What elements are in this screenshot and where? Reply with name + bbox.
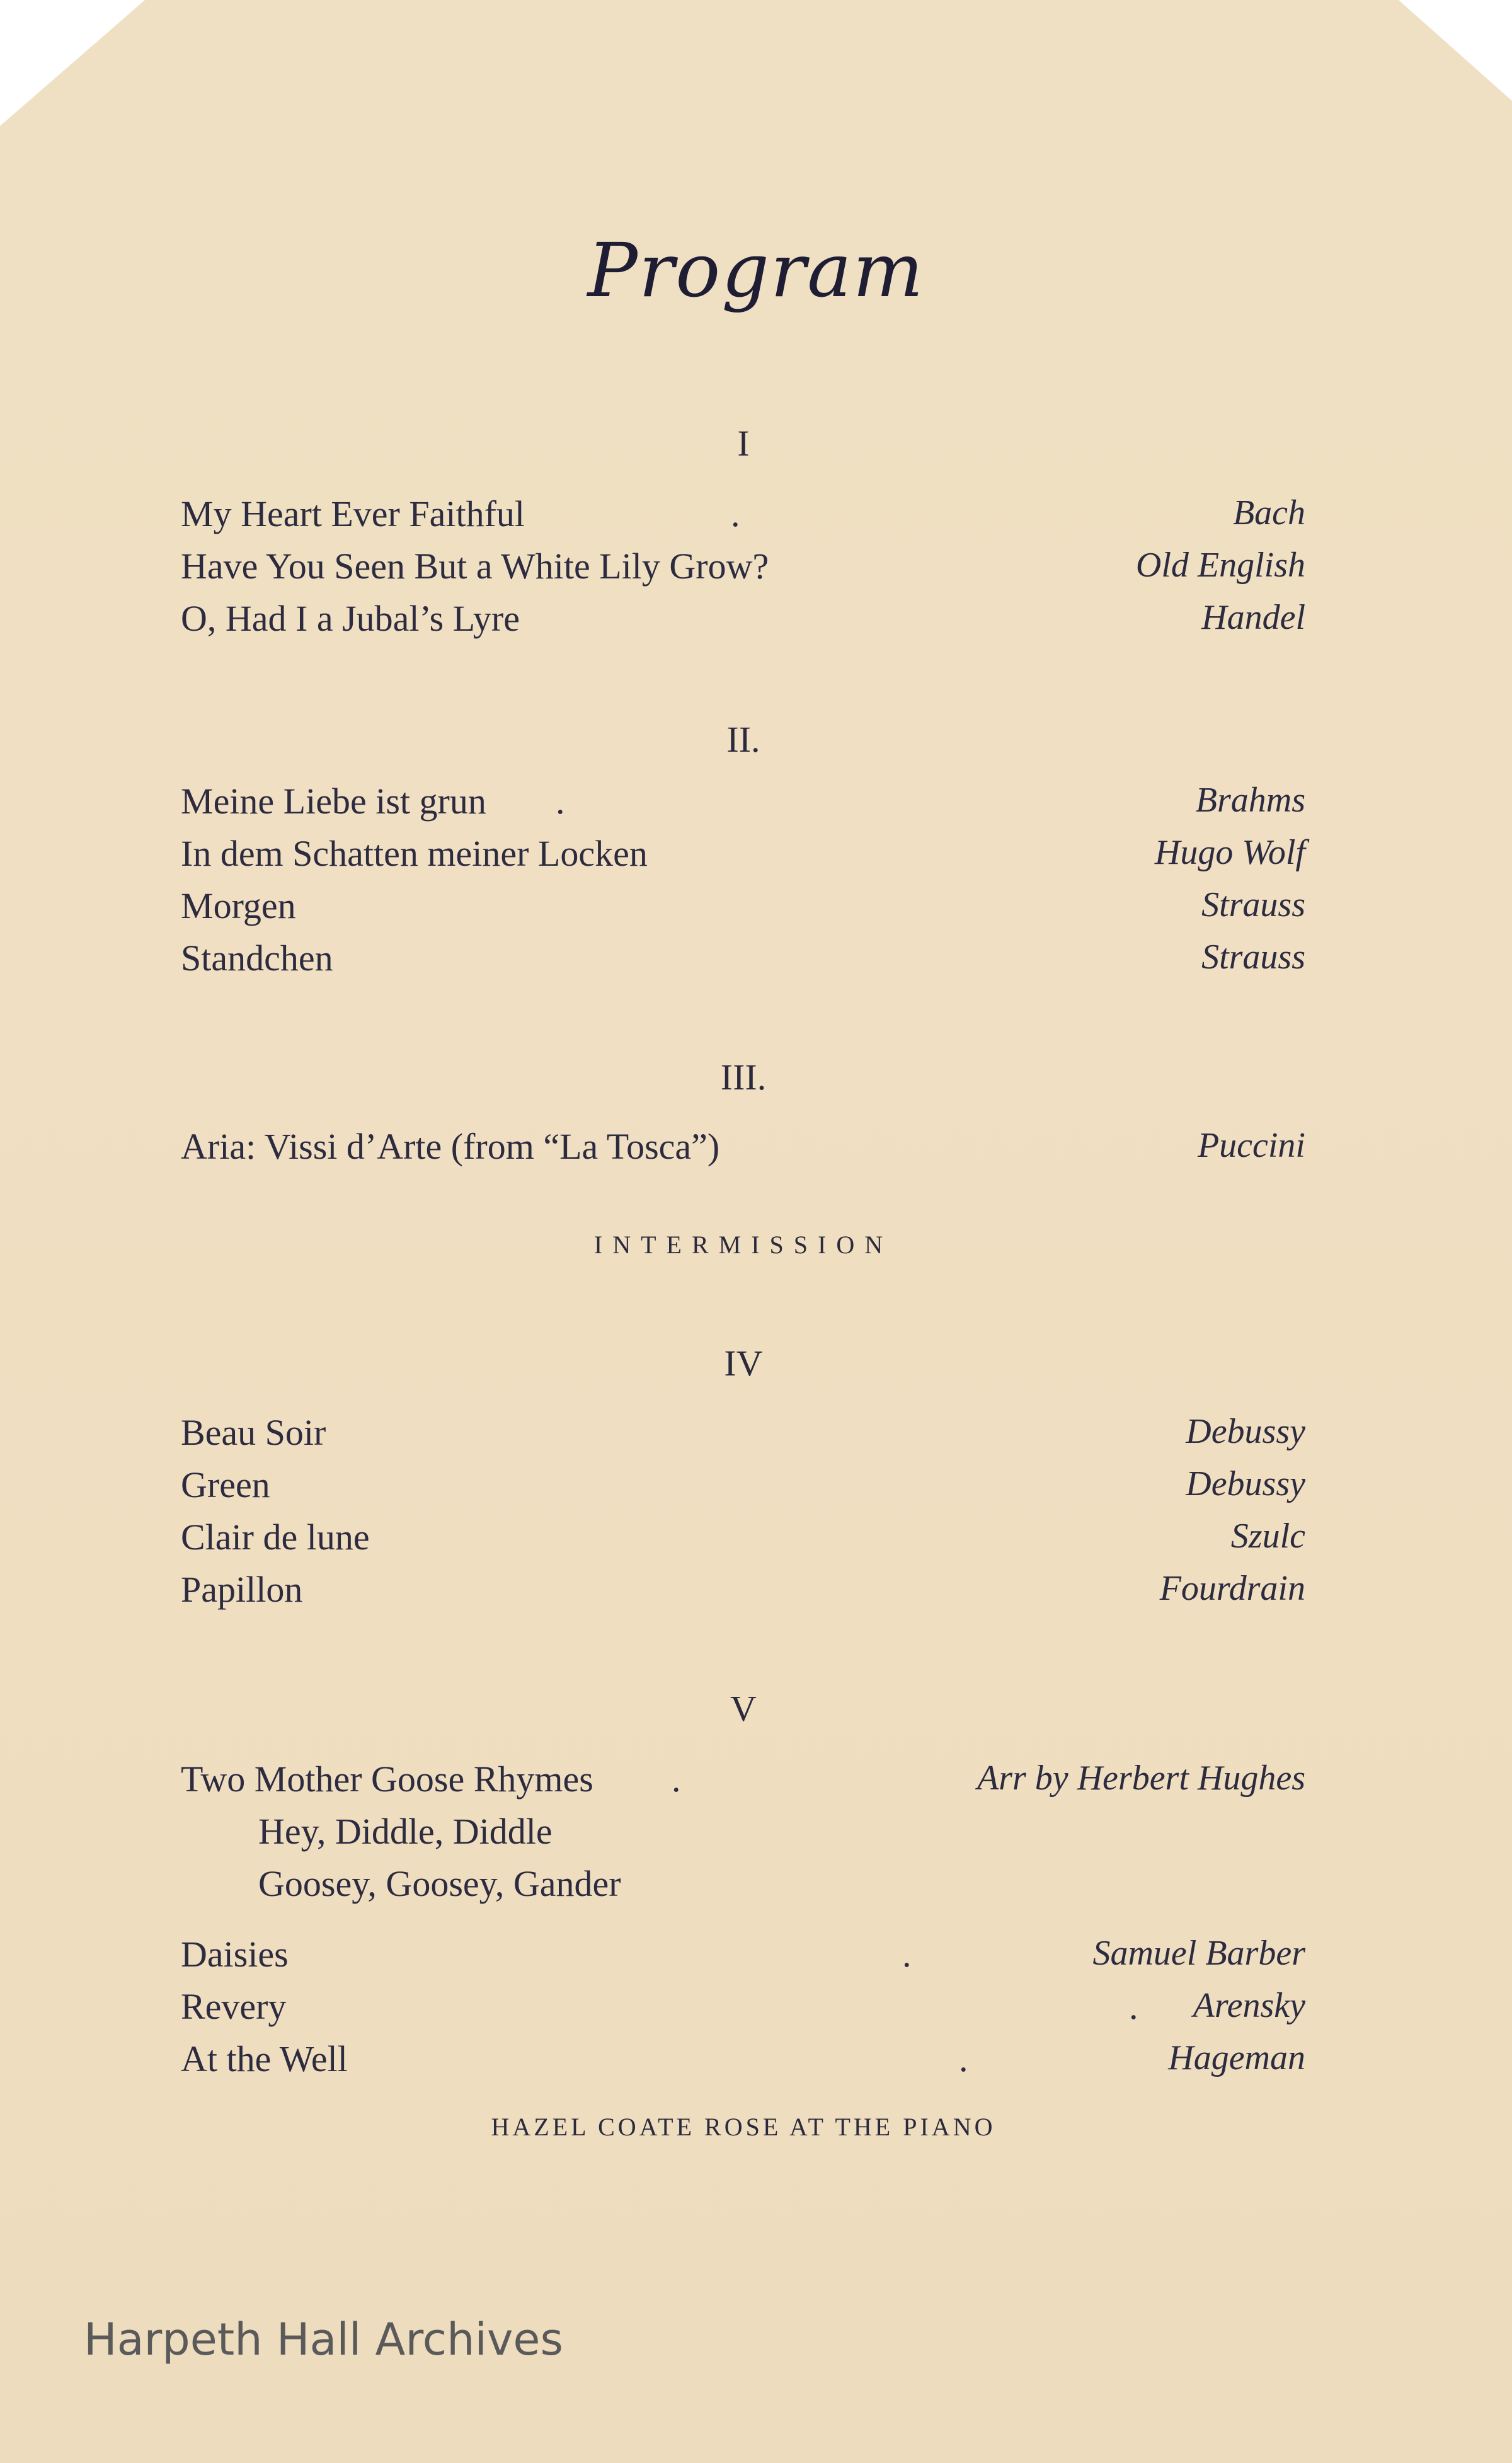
leader-dot: . bbox=[959, 2038, 968, 2079]
song-title: Daisies bbox=[181, 1934, 289, 1975]
program-row bbox=[0, 1810, 1512, 1861]
program-row bbox=[0, 780, 1512, 830]
program-row bbox=[0, 1758, 1512, 1808]
song-title: Aria: Vissi d’Arte (from “La Tosca”) bbox=[181, 1126, 720, 1167]
leader-dot: . bbox=[672, 1759, 681, 1800]
song-title: In dem Schatten meiner Locken bbox=[181, 833, 648, 874]
leader-dot: . bbox=[556, 781, 565, 822]
composer-name: Szulc bbox=[1230, 1517, 1305, 1556]
song-title: Have You Seen But a White Lily Grow? bbox=[181, 546, 769, 587]
program-row bbox=[0, 1985, 1512, 2036]
leader-dot: . bbox=[1129, 1986, 1138, 2027]
program-row bbox=[0, 885, 1512, 935]
section-numeral-4: IV bbox=[724, 1343, 763, 1384]
composer-name: Samuel Barber bbox=[1092, 1934, 1305, 1973]
composer-name: Bach bbox=[1232, 493, 1305, 532]
composer-name: Fourdrain bbox=[1159, 1569, 1305, 1608]
composer-name: Arensky bbox=[1193, 1986, 1305, 2025]
composer-name: Brahms bbox=[1195, 781, 1305, 820]
song-title: Meine Liebe ist grun bbox=[181, 781, 486, 822]
song-title: Hey, Diddle, Diddle bbox=[258, 1811, 553, 1852]
composer-name: Debussy bbox=[1186, 1412, 1305, 1451]
program-row bbox=[0, 597, 1512, 648]
program-row bbox=[0, 1125, 1512, 1176]
program-row bbox=[0, 1464, 1512, 1514]
program-row bbox=[0, 832, 1512, 883]
composer-name: Hugo Wolf bbox=[1154, 833, 1305, 872]
song-title: Revery bbox=[181, 1986, 287, 2027]
composer-name: Handel bbox=[1201, 598, 1305, 637]
song-title: Papillon bbox=[181, 1569, 303, 1610]
composer-name: Puccini bbox=[1197, 1126, 1305, 1165]
composer-name: Hageman bbox=[1168, 2038, 1305, 2077]
program-row bbox=[0, 1933, 1512, 1984]
song-title: Clair de lune bbox=[181, 1517, 370, 1558]
section-numeral-1: I bbox=[737, 423, 750, 464]
program-row bbox=[0, 545, 1512, 595]
program-row bbox=[0, 1411, 1512, 1462]
song-title: Morgen bbox=[181, 885, 296, 926]
program-row bbox=[0, 1863, 1512, 1913]
song-title: Two Mother Goose Rhymes bbox=[181, 1759, 593, 1800]
composer-name: Old English bbox=[1135, 546, 1305, 585]
composer-name: Strauss bbox=[1201, 938, 1305, 977]
song-title: O, Had I a Jubal’s Lyre bbox=[181, 598, 520, 639]
song-title: Green bbox=[181, 1464, 270, 1505]
program-row bbox=[0, 1516, 1512, 1566]
accompanist-credit: HAZEL COATE ROSE AT THE PIANO bbox=[491, 2113, 996, 2141]
section-numeral-2: II. bbox=[726, 719, 760, 760]
intermission-label: INTERMISSION bbox=[593, 1231, 893, 1259]
section-numeral-3: III. bbox=[720, 1057, 767, 1098]
song-title: At the Well bbox=[181, 2038, 348, 2079]
program-row bbox=[0, 2038, 1512, 2088]
program-row bbox=[0, 937, 1512, 987]
composer-name: Arr by Herbert Hughes bbox=[976, 1759, 1305, 1798]
program-row bbox=[0, 1568, 1512, 1619]
composer-name: Debussy bbox=[1186, 1464, 1305, 1503]
song-title: Beau Soir bbox=[181, 1412, 326, 1453]
page-title: Program bbox=[587, 227, 925, 314]
program-row bbox=[0, 493, 1512, 543]
section-numeral-5: V bbox=[730, 1688, 757, 1729]
archive-watermark: Harpeth Hall Archives bbox=[84, 2314, 563, 2365]
leader-dot: . bbox=[902, 1934, 912, 1975]
song-title: My Heart Ever Faithful bbox=[181, 493, 525, 534]
composer-name: Strauss bbox=[1201, 885, 1305, 924]
torn-corner-left bbox=[0, 0, 145, 126]
leader-dot: . bbox=[731, 493, 740, 534]
song-title: Standchen bbox=[181, 938, 333, 979]
torn-corner-right bbox=[1399, 0, 1512, 101]
song-title: Goosey, Goosey, Gander bbox=[258, 1863, 621, 1904]
